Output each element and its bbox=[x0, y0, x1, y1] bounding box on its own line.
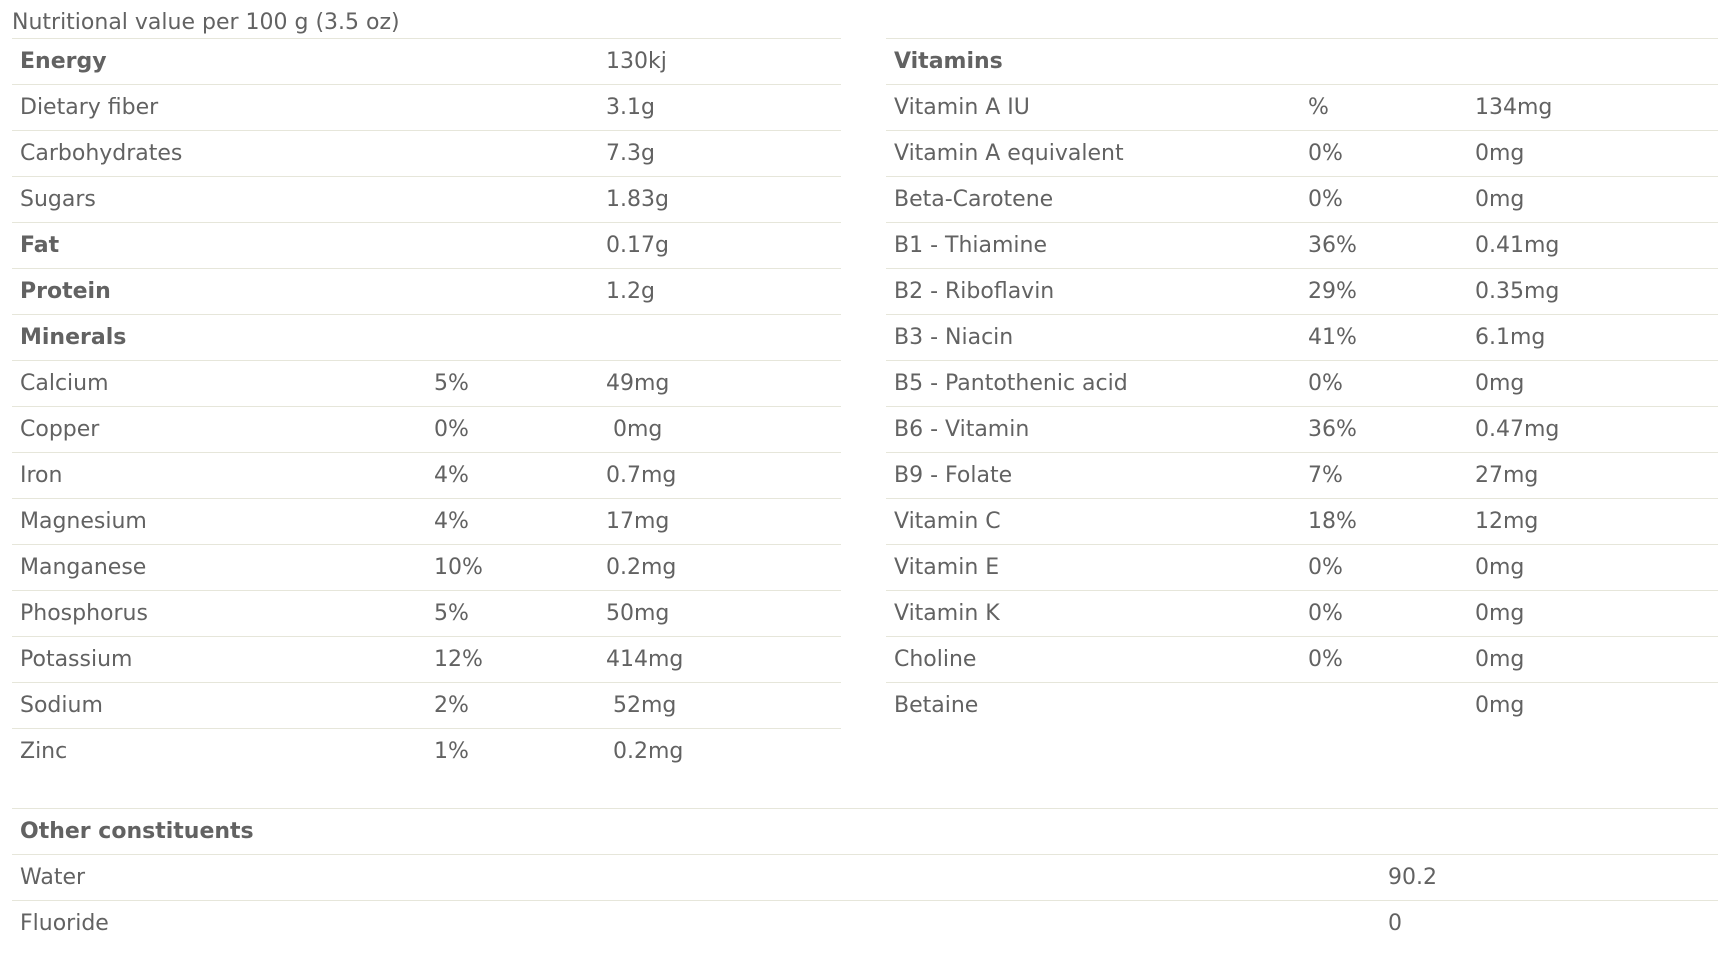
nutrient-name: Betaine bbox=[894, 693, 979, 718]
table-row bbox=[12, 176, 841, 222]
section-header-row bbox=[12, 808, 1718, 854]
table-row bbox=[12, 498, 841, 544]
nutrient-name: B3 - Niacin bbox=[894, 325, 1014, 350]
table-caption: Nutritional value per 100 g (3.5 oz) bbox=[12, 10, 400, 35]
nutrient-percent: 29% bbox=[1308, 279, 1357, 304]
other-constituents-table bbox=[12, 808, 1718, 946]
nutrient-amount: 0mg bbox=[1475, 371, 1525, 396]
nutrient-amount: 6.1mg bbox=[1475, 325, 1546, 350]
nutrient-name: Beta-Carotene bbox=[894, 187, 1054, 212]
table-row bbox=[12, 222, 841, 268]
nutrient-percent: 1% bbox=[434, 739, 469, 764]
table-row bbox=[12, 590, 841, 636]
vitamins-table bbox=[886, 38, 1718, 728]
table-row bbox=[12, 452, 841, 498]
constituent-amount: 90.2 bbox=[1388, 865, 1437, 890]
nutrient-amount: 49mg bbox=[606, 371, 670, 396]
table-row bbox=[886, 636, 1718, 682]
nutrient-amount: 17mg bbox=[606, 509, 670, 534]
nutrient-name: Vitamin A IU bbox=[894, 95, 1030, 120]
table-row bbox=[886, 84, 1718, 130]
nutrient-name: Iron bbox=[20, 463, 63, 488]
nutrient-percent: 0% bbox=[434, 417, 469, 442]
section-heading: Minerals bbox=[20, 325, 127, 350]
nutrient-amount: 0.35mg bbox=[1475, 279, 1560, 304]
nutrient-name: Vitamin E bbox=[894, 555, 1000, 580]
nutrient-percent: 36% bbox=[1308, 417, 1357, 442]
nutrient-amount: 0mg bbox=[1475, 647, 1525, 672]
nutrient-name: Copper bbox=[20, 417, 100, 442]
nutrient-amount: 130kj bbox=[606, 49, 667, 74]
nutrient-amount: 414mg bbox=[606, 647, 684, 672]
nutrient-name: Dietary fiber bbox=[20, 95, 159, 120]
table-row bbox=[886, 314, 1718, 360]
nutrient-amount: 0mg bbox=[1475, 693, 1525, 718]
nutrient-amount: 0.47mg bbox=[1475, 417, 1560, 442]
nutrient-amount: 0.41mg bbox=[1475, 233, 1560, 258]
table-row bbox=[886, 176, 1718, 222]
nutrient-name: Energy bbox=[20, 49, 107, 74]
nutrient-percent: 4% bbox=[434, 463, 469, 488]
table-row bbox=[12, 544, 841, 590]
table-row bbox=[12, 636, 841, 682]
nutrient-name: Vitamin A equivalent bbox=[894, 141, 1124, 166]
table-row bbox=[12, 682, 841, 728]
nutrient-amount: 0.7mg bbox=[606, 463, 677, 488]
nutrient-percent: 2% bbox=[434, 693, 469, 718]
nutrient-percent: 36% bbox=[1308, 233, 1357, 258]
nutrient-percent: 5% bbox=[434, 601, 469, 626]
section-heading: Other constituents bbox=[20, 819, 254, 844]
nutrient-percent: % bbox=[1308, 95, 1329, 120]
constituent-name: Fluoride bbox=[20, 911, 109, 936]
nutrient-percent: 4% bbox=[434, 509, 469, 534]
nutrient-name: B5 - Pantothenic acid bbox=[894, 371, 1128, 396]
nutrient-amount: 3.1g bbox=[606, 95, 655, 120]
table-row bbox=[12, 900, 1718, 946]
nutrient-percent: 5% bbox=[434, 371, 469, 396]
nutrient-amount: 0mg bbox=[1475, 187, 1525, 212]
nutrient-percent: 0% bbox=[1308, 141, 1343, 166]
nutrient-percent: 41% bbox=[1308, 325, 1357, 350]
nutrient-name: B2 - Riboflavin bbox=[894, 279, 1055, 304]
nutrient-name: Fat bbox=[20, 233, 60, 258]
section-header-row bbox=[12, 314, 841, 360]
nutrient-amount: 0mg bbox=[1475, 601, 1525, 626]
section-header-row bbox=[886, 38, 1718, 84]
table-row bbox=[886, 268, 1718, 314]
nutrient-name: Magnesium bbox=[20, 509, 147, 534]
nutrient-amount: 7.3g bbox=[606, 141, 655, 166]
table-row bbox=[12, 130, 841, 176]
table-row bbox=[886, 452, 1718, 498]
table-row bbox=[886, 360, 1718, 406]
nutrient-percent: 12% bbox=[434, 647, 483, 672]
nutrient-amount: 1.83g bbox=[606, 187, 669, 212]
nutrient-name: Sodium bbox=[20, 693, 103, 718]
table-row bbox=[886, 682, 1718, 728]
nutrient-name: Calcium bbox=[20, 371, 109, 396]
nutrient-name: Choline bbox=[894, 647, 977, 672]
nutrient-amount: 0mg bbox=[606, 417, 663, 442]
nutrient-amount: 12mg bbox=[1475, 509, 1539, 534]
nutrient-amount: 52mg bbox=[606, 693, 677, 718]
nutrient-name: Vitamin K bbox=[894, 601, 1000, 626]
nutrient-amount: 0.17g bbox=[606, 233, 669, 258]
table-row bbox=[886, 406, 1718, 452]
nutrient-name: B6 - Vitamin bbox=[894, 417, 1030, 442]
nutrient-name: Potassium bbox=[20, 647, 133, 672]
nutrient-amount: 1.2g bbox=[606, 279, 655, 304]
nutrient-name: Phosphorus bbox=[20, 601, 148, 626]
nutrient-name: Manganese bbox=[20, 555, 147, 580]
nutrient-amount: 134mg bbox=[1475, 95, 1553, 120]
nutrient-percent: 0% bbox=[1308, 601, 1343, 626]
section-heading: Vitamins bbox=[894, 49, 1003, 74]
table-row bbox=[12, 38, 841, 84]
table-row bbox=[12, 728, 841, 774]
constituent-name: Water bbox=[20, 865, 86, 890]
table-row bbox=[12, 84, 841, 130]
table-row bbox=[886, 544, 1718, 590]
nutrient-percent: 0% bbox=[1308, 555, 1343, 580]
nutrient-name: B9 - Folate bbox=[894, 463, 1013, 488]
nutrient-percent: 7% bbox=[1308, 463, 1343, 488]
constituent-amount: 0 bbox=[1388, 911, 1402, 936]
nutrient-amount: 0mg bbox=[1475, 555, 1525, 580]
nutrient-name: Carbohydrates bbox=[20, 141, 183, 166]
nutrient-name: Zinc bbox=[20, 739, 68, 764]
table-row bbox=[886, 590, 1718, 636]
nutrient-percent: 18% bbox=[1308, 509, 1357, 534]
table-row bbox=[886, 130, 1718, 176]
nutrient-name: Protein bbox=[20, 279, 111, 304]
nutrient-amount: 0mg bbox=[1475, 141, 1525, 166]
nutrient-name: B1 - Thiamine bbox=[894, 233, 1048, 258]
table-row bbox=[12, 268, 841, 314]
nutrient-percent: 0% bbox=[1308, 647, 1343, 672]
nutrient-amount: 0.2mg bbox=[606, 555, 677, 580]
nutrient-name: Vitamin C bbox=[894, 509, 1001, 534]
table-row bbox=[886, 222, 1718, 268]
nutrient-percent: 10% bbox=[434, 555, 483, 580]
table-row bbox=[12, 360, 841, 406]
nutrient-amount: 50mg bbox=[606, 601, 670, 626]
nutrient-name: Sugars bbox=[20, 187, 96, 212]
general-nutrients-table bbox=[12, 38, 841, 774]
table-row bbox=[12, 406, 841, 452]
nutrient-amount: 0.2mg bbox=[606, 739, 684, 764]
nutrient-percent: 0% bbox=[1308, 371, 1343, 396]
table-row bbox=[12, 854, 1718, 900]
nutrient-percent: 0% bbox=[1308, 187, 1343, 212]
table-row bbox=[886, 498, 1718, 544]
nutrient-amount: 27mg bbox=[1475, 463, 1539, 488]
